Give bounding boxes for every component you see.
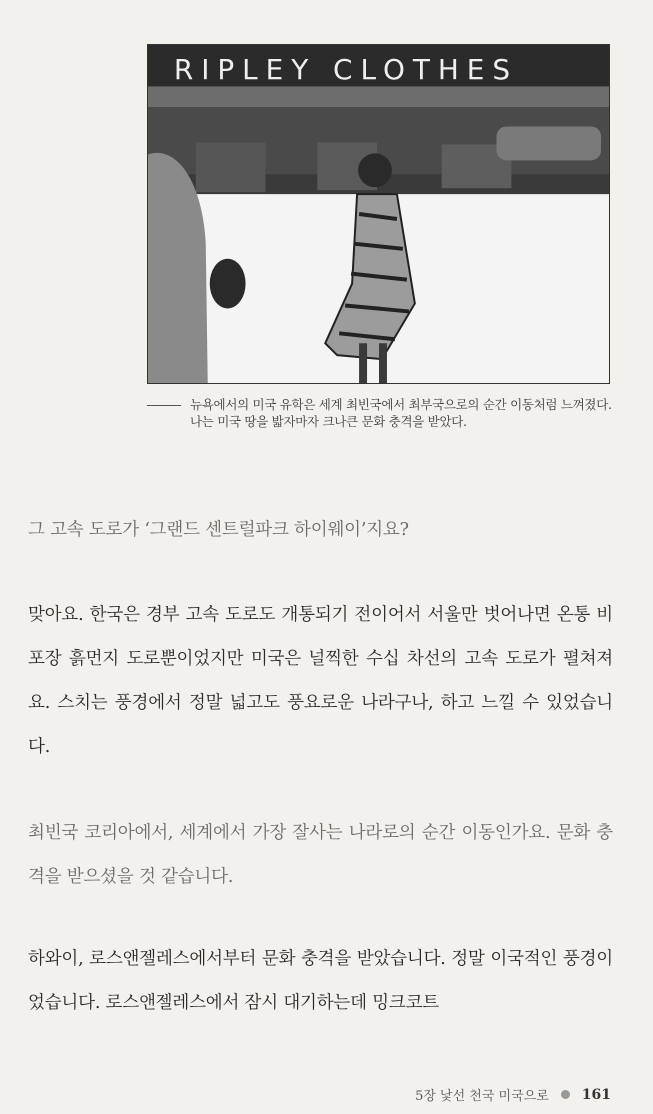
answer-paragraph: 맞아요. 한국은 경부 고속 도로도 개통되기 전이어서 서울만 벗어나면 온통 비포장 흙먼지 도로뿐이었지만 미국은 널찍한 수십 차선의 고속 도로가 펼쳐져요. 스치는 풍경에서 정말 넓고도 풍요로운 나라구나, 하고 느낄 수 있었습니다.: [28, 605, 613, 757]
footer-dot-icon: [561, 1090, 570, 1099]
answer-paragraph: 하와이, 로스앤젤레스에서부터 문화 충격을 받았습니다. 정말 이국적인 풍경이었습니다. 로스앤젤레스에서 잠시 대기하는데 밍크코트: [28, 949, 613, 1013]
page-footer: [415, 1085, 611, 1104]
question-paragraph: 최빈국 코리아에서, 세계에서 가장 잘사는 나라로의 순간 이동인가요. 문화 충격을 받으셨을 것 같습니다.: [28, 823, 613, 887]
street-photo: [147, 44, 610, 384]
photo-caption: 뉴욕에서의 미국 유학은 세계 최빈국에서 최부국으로의 순간 이동처럼 느껴졌다. 나는 미국 땅을 밟자마자 크나큰 문화 충격을 받았다.: [190, 397, 612, 429]
question-paragraph: 그 고속 도로가 ‘그랜드 센트럴파크 하이웨이’지요?: [28, 520, 409, 540]
page-number: 161: [581, 1086, 611, 1103]
store-sign-text: RIPLEY CLOTHES: [173, 52, 519, 86]
caption-rule: [147, 405, 181, 406]
chapter-title: 5장 낯선 천국 미국으로: [415, 1089, 549, 1104]
